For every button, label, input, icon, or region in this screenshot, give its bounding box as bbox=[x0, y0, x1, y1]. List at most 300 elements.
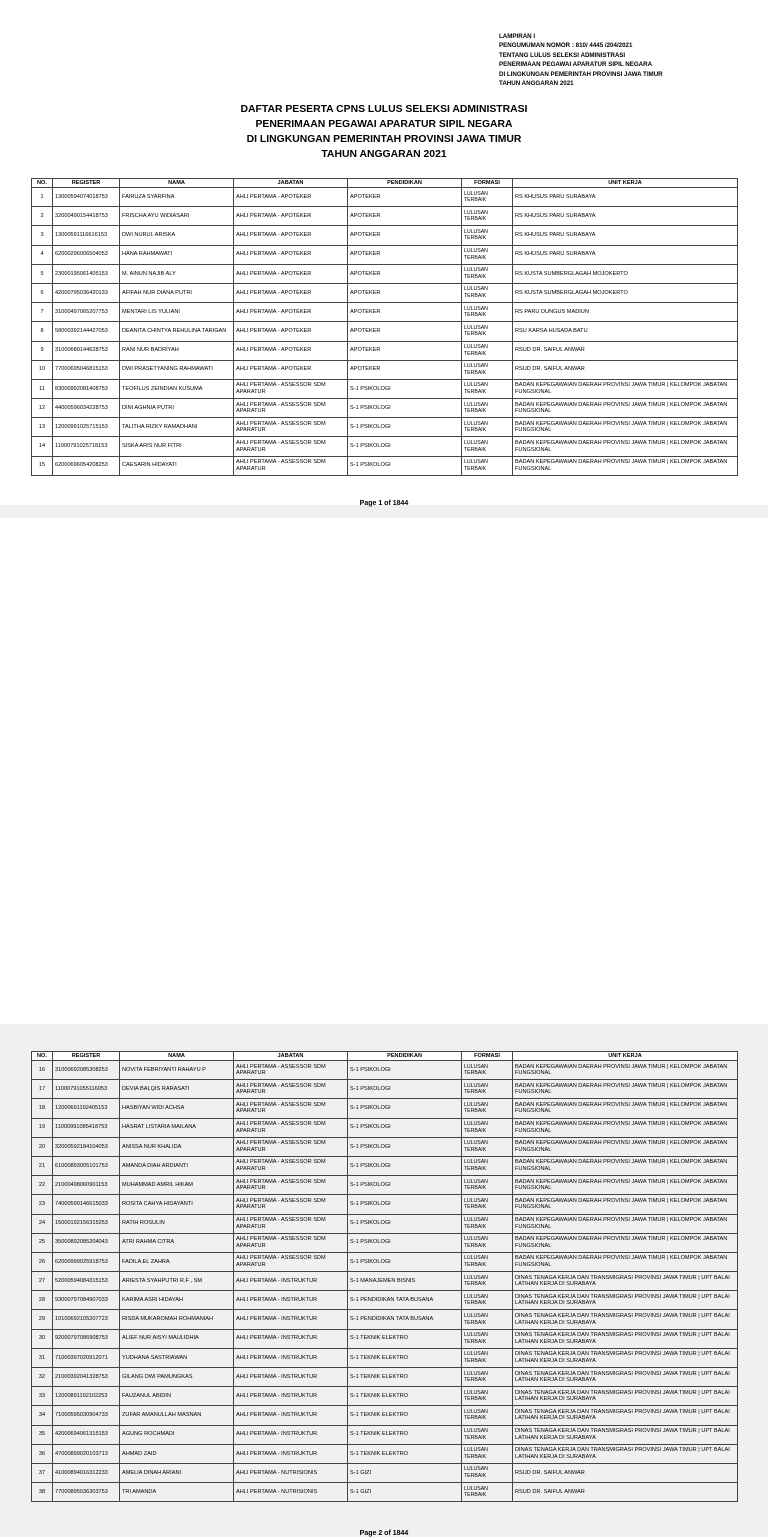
cell-formasi: LULUSAN TERBAIK bbox=[462, 1310, 513, 1329]
cell-pendidikan: S-1 TEKNIK ELEKTRO bbox=[348, 1406, 462, 1425]
table-row bbox=[32, 1387, 738, 1406]
cell-nama: TALITHA RIZKY RAMADHANI bbox=[120, 418, 234, 437]
table-row bbox=[32, 456, 738, 475]
cell-formasi: LULUSAN TERBAIK bbox=[462, 226, 513, 245]
header-line: PENGUMUMAN NOMOR : 810/ 4445 /204/2021 bbox=[499, 42, 633, 50]
cell-jabatan: AHLI PERTAMA - ASSESSOR SDM APARATUR bbox=[234, 1214, 348, 1233]
cell-formasi: LULUSAN TERBAIK bbox=[462, 1118, 513, 1137]
table-row bbox=[32, 283, 738, 302]
page-number: Page 1 of 1844 bbox=[359, 500, 409, 507]
cell-unit-kerja: DINAS TENAGA KERJA DAN TRANSMIGRASI PROVINSI JAWA TIMUR | UPT BALAI LATIHAN KERJA DI SURABAYA bbox=[513, 1329, 738, 1348]
cell-nama: FAIRUZA SYARFINA bbox=[120, 188, 234, 207]
cell-pendidikan: S-1 PSIKOLOGI bbox=[348, 1252, 462, 1271]
cell-formasi: LULUSAN TERBAIK bbox=[462, 1483, 513, 1502]
cell-register: 42000694061315153 bbox=[53, 1425, 120, 1444]
cell-formasi: LULUSAN TERBAIK bbox=[462, 456, 513, 475]
cell-pendidikan: APOTEKER bbox=[348, 283, 462, 302]
cell-formasi: LULUSAN TERBAIK bbox=[462, 283, 513, 302]
cell-unit-kerja: BADAN KEPEGAWAIAN DAERAH PROVINSI JAWA TIMUR | KELOMPOK JABATAN FUNGSIONAL bbox=[513, 1156, 738, 1175]
cell-pendidikan: APOTEKER bbox=[348, 245, 462, 264]
cell-pendidikan: S-1 PSIKOLOGI bbox=[348, 379, 462, 398]
cell-nama: TRI AMANDA bbox=[120, 1483, 234, 1502]
cell-no: 30 bbox=[32, 1329, 53, 1348]
cell-unit-kerja: RS PARU DUNGUS MADIUN bbox=[513, 303, 738, 322]
cell-pendidikan: S-1 PSIKOLOGI bbox=[348, 1176, 462, 1195]
cell-no: 19 bbox=[32, 1118, 53, 1137]
cell-formasi: LULUSAN TERBAIK bbox=[462, 1291, 513, 1310]
table-row bbox=[32, 1463, 738, 1482]
cell-unit-kerja: DINAS TENAGA KERJA DAN TRANSMIGRASI PROVINSI JAWA TIMUR | UPT BALAI LATIHAN KERJA DI SURABAYA bbox=[513, 1291, 738, 1310]
table-row bbox=[32, 1310, 738, 1329]
cell-register: 41000894016312233 bbox=[53, 1463, 120, 1482]
cell-jabatan: AHLI PERTAMA - NUTRISIONIS bbox=[234, 1463, 348, 1482]
cell-no: 17 bbox=[32, 1080, 53, 1099]
cell-pendidikan: APOTEKER bbox=[348, 207, 462, 226]
cell-no: 8 bbox=[32, 322, 53, 341]
cell-nama: NOVITA FEBRIYANTI RAHAYU P bbox=[120, 1061, 234, 1080]
cell-no: 31 bbox=[32, 1348, 53, 1367]
cell-formasi: LULUSAN TERBAIK bbox=[462, 1156, 513, 1175]
cell-jabatan: AHLI PERTAMA - ASSESSOR SDM APARATUR bbox=[234, 418, 348, 437]
cell-no: 9 bbox=[32, 341, 53, 360]
col-header-nama: NAMA bbox=[120, 179, 234, 188]
title-line: TAHUN ANGGARAN 2021 bbox=[321, 149, 447, 160]
cell-nama: HANA RAHMAWATI bbox=[120, 245, 234, 264]
cell-register: 32000592184104053 bbox=[53, 1137, 120, 1156]
cell-nama: DWI NURUL ARISKA bbox=[120, 226, 234, 245]
cell-pendidikan: APOTEKER bbox=[348, 341, 462, 360]
cell-register: 42000795036420133 bbox=[53, 283, 120, 302]
cell-jabatan: AHLI PERTAMA - APOTEKER bbox=[234, 341, 348, 360]
table-header-row bbox=[32, 1052, 738, 1061]
table-row bbox=[32, 1233, 738, 1252]
table-body bbox=[32, 188, 738, 476]
cell-nama: ANISSA NUR KHALIDA bbox=[120, 1137, 234, 1156]
cell-unit-kerja: BADAN KEPEGAWAIAN DAERAH PROVINSI JAWA TIMUR | KELOMPOK JABATAN FUNGSIONAL bbox=[513, 1195, 738, 1214]
cell-register: 11000791055116053 bbox=[53, 1080, 120, 1099]
cell-nama: KARIMA ASRI HIDAYAH bbox=[120, 1291, 234, 1310]
cell-pendidikan: S-1 PENDIDIKAN TATA BUSANA bbox=[348, 1310, 462, 1329]
cell-no: 35 bbox=[32, 1425, 53, 1444]
header-line: DI LINGKUNGAN PEMERINTAH PROVINSI JAWA TIMUR bbox=[499, 70, 663, 78]
cell-pendidikan: APOTEKER bbox=[348, 322, 462, 341]
cell-register: 44000596034228753 bbox=[53, 399, 120, 418]
cell-no: 34 bbox=[32, 1406, 53, 1425]
cell-nama: ROSITA CAHYA HIDAYANTI bbox=[120, 1195, 234, 1214]
cell-jabatan: AHLI PERTAMA - ASSESSOR SDM APARATUR bbox=[234, 1118, 348, 1137]
cell-jabatan: AHLI PERTAMA - INSTRUKTUR bbox=[234, 1368, 348, 1387]
cell-register: 35000892085204043 bbox=[53, 1233, 120, 1252]
cell-no: 13 bbox=[32, 418, 53, 437]
cell-unit-kerja: BADAN KEPEGAWAIAN DAERAH PROVINSI JAWA TIMUR | KELOMPOK JABATAN FUNGSIONAL bbox=[513, 1118, 738, 1137]
col-header-pendidikan: PENDIDIKAN bbox=[348, 1052, 462, 1061]
cell-nama: HASBIYAN WIDI ACHSA bbox=[120, 1099, 234, 1118]
cell-no: 1 bbox=[32, 188, 53, 207]
cell-jabatan: AHLI PERTAMA - ASSESSOR SDM APARATUR bbox=[234, 1195, 348, 1214]
cell-register: 32000490154418753 bbox=[53, 207, 120, 226]
document-title bbox=[0, 102, 768, 162]
cell-jabatan: AHLI PERTAMA - NUTRISIONIS bbox=[234, 1483, 348, 1502]
col-header-unit-kerja: UNIT KERJA bbox=[513, 179, 738, 188]
cell-no: 22 bbox=[32, 1176, 53, 1195]
cell-pendidikan: S-1 PSIKOLOGI bbox=[348, 437, 462, 456]
col-header-unit-kerja: UNIT KERJA bbox=[513, 1052, 738, 1061]
cell-no: 24 bbox=[32, 1214, 53, 1233]
cell-no: 32 bbox=[32, 1368, 53, 1387]
cell-unit-kerja: BADAN KEPEGAWAIAN DAERAH PROVINSI JAWA TIMUR | KELOMPOK JABATAN FUNGSIONAL bbox=[513, 1214, 738, 1233]
cell-unit-kerja: BADAN KEPEGAWAIAN DAERAH PROVINSI JAWA TIMUR | KELOMPOK JABATAN FUNGSIONAL bbox=[513, 456, 738, 475]
cell-jabatan: AHLI PERTAMA - ASSESSOR SDM APARATUR bbox=[234, 1233, 348, 1252]
cell-no: 27 bbox=[32, 1272, 53, 1291]
header-line: LAMPIRAN I bbox=[499, 33, 536, 40]
cell-no: 25 bbox=[32, 1233, 53, 1252]
cell-jabatan: AHLI PERTAMA - INSTRUKTUR bbox=[234, 1291, 348, 1310]
cell-no: 11 bbox=[32, 379, 53, 398]
cell-formasi: LULUSAN TERBAIK bbox=[462, 1329, 513, 1348]
cell-jabatan: AHLI PERTAMA - APOTEKER bbox=[234, 283, 348, 302]
cell-register: 11000991085418753 bbox=[53, 1118, 120, 1137]
table-row bbox=[32, 207, 738, 226]
table-row bbox=[32, 1118, 738, 1137]
cell-pendidikan: S-1 PSIKOLOGI bbox=[348, 1080, 462, 1099]
table-row bbox=[32, 245, 738, 264]
cell-no: 18 bbox=[32, 1099, 53, 1118]
cell-unit-kerja: RSUD DR. SAIFUL ANWAR bbox=[513, 360, 738, 379]
cell-pendidikan: S-1 PSIKOLOGI bbox=[348, 1061, 462, 1080]
cell-jabatan: AHLI PERTAMA - ASSESSOR SDM APARATUR bbox=[234, 1252, 348, 1271]
cell-formasi: LULUSAN TERBAIK bbox=[462, 1406, 513, 1425]
cell-pendidikan: S-1 TEKNIK ELEKTRO bbox=[348, 1329, 462, 1348]
cell-pendidikan: S-1 PSIKOLOGI bbox=[348, 1099, 462, 1118]
cell-no: 23 bbox=[32, 1195, 53, 1214]
cell-jabatan: AHLI PERTAMA - ASSESSOR SDM APARATUR bbox=[234, 1137, 348, 1156]
cell-jabatan: AHLI PERTAMA - INSTRUKTUR bbox=[234, 1444, 348, 1463]
cell-no: 12 bbox=[32, 399, 53, 418]
cell-jabatan: AHLI PERTAMA - INSTRUKTUR bbox=[234, 1348, 348, 1367]
cell-pendidikan: APOTEKER bbox=[348, 188, 462, 207]
cell-formasi: LULUSAN TERBAIK bbox=[462, 1463, 513, 1482]
table-row bbox=[32, 1195, 738, 1214]
cell-nama: M. AINUN NAJIB ALY bbox=[120, 264, 234, 283]
table-row bbox=[32, 399, 738, 418]
cell-unit-kerja: BADAN KEPEGAWAIAN DAERAH PROVINSI JAWA TIMUR | KELOMPOK JABATAN FUNGSIONAL bbox=[513, 399, 738, 418]
cell-nama: HASRAT LISTARIA MAILANA bbox=[120, 1118, 234, 1137]
cell-register: 12000991025715153 bbox=[53, 418, 120, 437]
cell-nama: ALIEF NUR AISYI MAULIDHIA bbox=[120, 1329, 234, 1348]
cell-no: 6 bbox=[32, 283, 53, 302]
table-row bbox=[32, 1483, 738, 1502]
col-header-register: REGISTER bbox=[53, 1052, 120, 1061]
cell-pendidikan: S-1 PSIKOLOGI bbox=[348, 1214, 462, 1233]
cell-nama: DEANITA CHINTYA REHULINA TARIGAN bbox=[120, 322, 234, 341]
table-row bbox=[32, 1061, 738, 1080]
cell-register: 61000893005101753 bbox=[53, 1156, 120, 1175]
cell-nama: YUDHANA SASTRIAWAN bbox=[120, 1348, 234, 1367]
cell-pendidikan: S-1 PSIKOLOGI bbox=[348, 1118, 462, 1137]
header-line: TAHUN ANGGARAN 2021 bbox=[499, 79, 574, 87]
cell-nama: SISKA ARIS NUR FITRI bbox=[120, 437, 234, 456]
col-header-jabatan: JABATAN bbox=[234, 1052, 348, 1061]
cell-nama: MUHAMMAD AMRIL HIKAM bbox=[120, 1176, 234, 1195]
cell-pendidikan: APOTEKER bbox=[348, 226, 462, 245]
cell-nama: RATIH ROSULIN bbox=[120, 1214, 234, 1233]
cell-no: 20 bbox=[32, 1137, 53, 1156]
cell-jabatan: AHLI PERTAMA - ASSESSOR SDM APARATUR bbox=[234, 399, 348, 418]
cell-pendidikan: S-1 TEKNIK ELEKTRO bbox=[348, 1387, 462, 1406]
table-body bbox=[32, 1061, 738, 1502]
table-row bbox=[32, 1425, 738, 1444]
cell-unit-kerja: BADAN KEPEGAWAIAN DAERAH PROVINSI JAWA TIMUR | KELOMPOK JABATAN FUNGSIONAL bbox=[513, 418, 738, 437]
col-header-no: NO. bbox=[32, 179, 53, 188]
cell-jabatan: AHLI PERTAMA - INSTRUKTUR bbox=[234, 1425, 348, 1444]
title-line: DI LINGKUNGAN PEMERINTAH PROVINSI JAWA TIMUR bbox=[246, 134, 522, 145]
table-row bbox=[32, 1291, 738, 1310]
cell-unit-kerja: BADAN KEPEGAWAIAN DAERAH PROVINSI JAWA TIMUR | KELOMPOK JABATAN FUNGSIONAL bbox=[513, 1176, 738, 1195]
table-row bbox=[32, 1444, 738, 1463]
cell-unit-kerja: RS KUSTA SUMBERGLAGAH MOJOKERTO bbox=[513, 264, 738, 283]
table-row bbox=[32, 1368, 738, 1387]
cell-formasi: LULUSAN TERBAIK bbox=[462, 399, 513, 418]
cell-pendidikan: S-1 PSIKOLOGI bbox=[348, 418, 462, 437]
table-row bbox=[32, 1348, 738, 1367]
cell-nama: AMANDA DIAH ARDIANTI bbox=[120, 1156, 234, 1175]
cell-formasi: LULUSAN TERBAIK bbox=[462, 188, 513, 207]
table-row bbox=[32, 1137, 738, 1156]
table-row bbox=[32, 341, 738, 360]
cell-register: 93000797084907033 bbox=[53, 1291, 120, 1310]
cell-formasi: LULUSAN TERBAIK bbox=[462, 207, 513, 226]
cell-register: 13000591116616153 bbox=[53, 226, 120, 245]
cell-jabatan: AHLI PERTAMA - ASSESSOR SDM APARATUR bbox=[234, 1176, 348, 1195]
cell-jabatan: AHLI PERTAMA - ASSESSOR SDM APARATUR bbox=[234, 1099, 348, 1118]
cell-register: 83000992081408753 bbox=[53, 379, 120, 398]
cell-no: 38 bbox=[32, 1483, 53, 1502]
attachment-header bbox=[499, 32, 663, 88]
cell-formasi: LULUSAN TERBAIK bbox=[462, 264, 513, 283]
cell-no: 36 bbox=[32, 1444, 53, 1463]
cell-nama: FRISCHA AYU WIDIASARI bbox=[120, 207, 234, 226]
cell-nama: DEVIA BALQIS RARASATI bbox=[120, 1080, 234, 1099]
table-row bbox=[32, 1252, 738, 1271]
cell-unit-kerja: BADAN KEPEGAWAIAN DAERAH PROVINSI JAWA TIMUR | KELOMPOK JABATAN FUNGSIONAL bbox=[513, 1099, 738, 1118]
cell-formasi: LULUSAN TERBAIK bbox=[462, 303, 513, 322]
cell-pendidikan: S-1 TEKNIK ELEKTRO bbox=[348, 1348, 462, 1367]
cell-register: 58000392144427053 bbox=[53, 322, 120, 341]
cell-formasi: LULUSAN TERBAIK bbox=[462, 1176, 513, 1195]
cell-unit-kerja: BADAN KEPEGAWAIAN DAERAH PROVINSI JAWA TIMUR | KELOMPOK JABATAN FUNGSIONAL bbox=[513, 379, 738, 398]
cell-nama: ATRI RAHMA CITRA bbox=[120, 1233, 234, 1252]
cell-formasi: LULUSAN TERBAIK bbox=[462, 1368, 513, 1387]
cell-jabatan: AHLI PERTAMA - ASSESSOR SDM APARATUR bbox=[234, 379, 348, 398]
cell-pendidikan: S-1 TEKNIK ELEKTRO bbox=[348, 1425, 462, 1444]
cell-register: 77000695046815153 bbox=[53, 360, 120, 379]
cell-jabatan: AHLI PERTAMA - ASSESSOR SDM APARATUR bbox=[234, 1061, 348, 1080]
cell-jabatan: AHLI PERTAMA - INSTRUKTUR bbox=[234, 1272, 348, 1291]
cell-no: 33 bbox=[32, 1387, 53, 1406]
cell-formasi: LULUSAN TERBAIK bbox=[462, 245, 513, 264]
cell-nama: CAESARIN HIDAYATI bbox=[120, 456, 234, 475]
cell-jabatan: AHLI PERTAMA - INSTRUKTUR bbox=[234, 1310, 348, 1329]
cell-register: 13000594074018753 bbox=[53, 188, 120, 207]
cell-register: 12000891192102253 bbox=[53, 1387, 120, 1406]
cell-register: 71000397020912071 bbox=[53, 1348, 120, 1367]
cell-register: 11000791025718153 bbox=[53, 437, 120, 456]
cell-formasi: LULUSAN TERBAIK bbox=[462, 1348, 513, 1367]
cell-nama: FADILA EL ZAHRA bbox=[120, 1252, 234, 1271]
cell-no: 16 bbox=[32, 1061, 53, 1080]
cell-formasi: LULUSAN TERBAIK bbox=[462, 1425, 513, 1444]
cell-no: 14 bbox=[32, 437, 53, 456]
cell-unit-kerja: RS KHUSUS PARU SURABAYA bbox=[513, 226, 738, 245]
cell-register: 62000999025918753 bbox=[53, 1252, 120, 1271]
cell-pendidikan: S-1 PSIKOLOGI bbox=[348, 399, 462, 418]
table-row bbox=[32, 226, 738, 245]
participants-table bbox=[31, 1051, 738, 1502]
cell-unit-kerja: BADAN KEPEGAWAIAN DAERAH PROVINSI JAWA TIMUR | KELOMPOK JABATAN FUNGSIONAL bbox=[513, 437, 738, 456]
table-row bbox=[32, 1156, 738, 1175]
cell-nama: AHMAD ZAID bbox=[120, 1444, 234, 1463]
table-row bbox=[32, 360, 738, 379]
cell-formasi: LULUSAN TERBAIK bbox=[462, 1195, 513, 1214]
cell-unit-kerja: RSUD DR. SAIFUL ANWAR bbox=[513, 1463, 738, 1482]
table-row bbox=[32, 322, 738, 341]
cell-unit-kerja: RSU KARSA HUSADA BATU bbox=[513, 322, 738, 341]
cell-register: 47000899020103713 bbox=[53, 1444, 120, 1463]
cell-unit-kerja: BADAN KEPEGAWAIAN DAERAH PROVINSI JAWA TIMUR | KELOMPOK JABATAN FUNGSIONAL bbox=[513, 1137, 738, 1156]
cell-register: 52000594084315153 bbox=[53, 1272, 120, 1291]
cell-no: 3 bbox=[32, 226, 53, 245]
cell-jabatan: AHLI PERTAMA - ASSESSOR SDM APARATUR bbox=[234, 456, 348, 475]
cell-jabatan: AHLI PERTAMA - INSTRUKTUR bbox=[234, 1329, 348, 1348]
cell-nama: ARIESTA SYAHPUTRI R.F , SM bbox=[120, 1272, 234, 1291]
cell-register: 15000192156315253 bbox=[53, 1214, 120, 1233]
page-number: Page 2 of 1844 bbox=[359, 1530, 409, 1537]
cell-nama: GILANG DWI PAMUNGKAS bbox=[120, 1368, 234, 1387]
cell-unit-kerja: DINAS TENAGA KERJA DAN TRANSMIGRASI PROVINSI JAWA TIMUR | UPT BALAI LATIHAN KERJA DI SURABAYA bbox=[513, 1368, 738, 1387]
cell-pendidikan: APOTEKER bbox=[348, 303, 462, 322]
table-row bbox=[32, 1176, 738, 1195]
cell-pendidikan: S-1 PSIKOLOGI bbox=[348, 456, 462, 475]
cell-nama: AGUNG ROCHMADI bbox=[120, 1425, 234, 1444]
cell-unit-kerja: DINAS TENAGA KERJA DAN TRANSMIGRASI PROVINSI JAWA TIMUR | UPT BALAI LATIHAN KERJA DI SURABAYA bbox=[513, 1348, 738, 1367]
cell-unit-kerja: BADAN KEPEGAWAIAN DAERAH PROVINSI JAWA TIMUR | KELOMPOK JABATAN FUNGSIONAL bbox=[513, 1233, 738, 1252]
cell-register: 74000590146615033 bbox=[53, 1195, 120, 1214]
cell-formasi: LULUSAN TERBAIK bbox=[462, 1080, 513, 1099]
cell-jabatan: AHLI PERTAMA - APOTEKER bbox=[234, 303, 348, 322]
cell-pendidikan: S-1 GIZI bbox=[348, 1483, 462, 1502]
cell-jabatan: AHLI PERTAMA - INSTRUKTUR bbox=[234, 1406, 348, 1425]
cell-nama: MENTARI LIS YULIANI bbox=[120, 303, 234, 322]
cell-nama: DWI PRASETYANING RAHMAWATI bbox=[120, 360, 234, 379]
cell-formasi: LULUSAN TERBAIK bbox=[462, 1214, 513, 1233]
cell-register: 12000691192405153 bbox=[53, 1099, 120, 1118]
cell-register: 62000296006504053 bbox=[53, 245, 120, 264]
cell-register: 31000692085308253 bbox=[53, 1061, 120, 1080]
title-line: PENERIMAAN PEGAWAI APARATUR SIPIL NEGARA bbox=[255, 119, 513, 130]
cell-no: 15 bbox=[32, 456, 53, 475]
cell-formasi: LULUSAN TERBAIK bbox=[462, 1061, 513, 1080]
cell-formasi: LULUSAN TERBAIK bbox=[462, 1444, 513, 1463]
table-row bbox=[32, 1329, 738, 1348]
table-header-row bbox=[32, 179, 738, 188]
cell-jabatan: AHLI PERTAMA - APOTEKER bbox=[234, 226, 348, 245]
cell-pendidikan: APOTEKER bbox=[348, 264, 462, 283]
document-page-1 bbox=[0, 0, 768, 505]
cell-jabatan: AHLI PERTAMA - APOTEKER bbox=[234, 207, 348, 226]
cell-formasi: LULUSAN TERBAIK bbox=[462, 341, 513, 360]
table-row bbox=[32, 1214, 738, 1233]
cell-no: 21 bbox=[32, 1156, 53, 1175]
cell-pendidikan: S-1 PSIKOLOGI bbox=[348, 1233, 462, 1252]
cell-formasi: LULUSAN TERBAIK bbox=[462, 1099, 513, 1118]
col-header-no: NO. bbox=[32, 1052, 53, 1061]
cell-unit-kerja: DINAS TENAGA KERJA DAN TRANSMIGRASI PROVINSI JAWA TIMUR | UPT BALAI LATIHAN KERJA DI SURABAYA bbox=[513, 1387, 738, 1406]
participants-table bbox=[31, 178, 738, 476]
cell-jabatan: AHLI PERTAMA - ASSESSOR SDM APARATUR bbox=[234, 437, 348, 456]
cell-jabatan: AHLI PERTAMA - APOTEKER bbox=[234, 188, 348, 207]
cell-unit-kerja: DINAS TENAGA KERJA DAN TRANSMIGRASI PROVINSI JAWA TIMUR | UPT BALAI LATIHAN KERJA DI SURABAYA bbox=[513, 1444, 738, 1463]
cell-pendidikan: S-1 TEKNIK ELEKTRO bbox=[348, 1368, 462, 1387]
cell-register: 62000696054208253 bbox=[53, 456, 120, 475]
col-header-formasi: FORMASI bbox=[462, 179, 513, 188]
cell-pendidikan: S-1 GIZI bbox=[348, 1463, 462, 1482]
cell-register: 23000195061405153 bbox=[53, 264, 120, 283]
cell-no: 26 bbox=[32, 1252, 53, 1271]
cell-pendidikan: S-1 PSIKOLOGI bbox=[348, 1137, 462, 1156]
header-line: PENERIMAAN PEGAWAI APARATUR SIPIL NEGARA bbox=[499, 61, 653, 69]
cell-register: 71000595030904733 bbox=[53, 1406, 120, 1425]
cell-unit-kerja: BADAN KEPEGAWAIAN DAERAH PROVINSI JAWA TIMUR | KELOMPOK JABATAN FUNGSIONAL bbox=[513, 1252, 738, 1271]
cell-no: 2 bbox=[32, 207, 53, 226]
cell-unit-kerja: RS KHUSUS PARU SURABAYA bbox=[513, 245, 738, 264]
table-row bbox=[32, 1080, 738, 1099]
cell-unit-kerja: RS KHUSUS PARU SURABAYA bbox=[513, 188, 738, 207]
cell-no: 5 bbox=[32, 264, 53, 283]
cell-nama: RISDA MUKAROMAH ROHMANIAH bbox=[120, 1310, 234, 1329]
cell-unit-kerja: RS KUSTA SUMBERGLAGAH MOJOKERTO bbox=[513, 283, 738, 302]
cell-formasi: LULUSAN TERBAIK bbox=[462, 360, 513, 379]
cell-register: 77000895036303753 bbox=[53, 1483, 120, 1502]
cell-formasi: LULUSAN TERBAIK bbox=[462, 1137, 513, 1156]
cell-register: 21000392041328753 bbox=[53, 1368, 120, 1387]
table-row bbox=[32, 264, 738, 283]
title-line: DAFTAR PESERTA CPNS LULUS SELEKSI ADMINISTRASI bbox=[240, 104, 528, 115]
cell-unit-kerja: DINAS TENAGA KERJA DAN TRANSMIGRASI PROVINSI JAWA TIMUR | UPT BALAI LATIHAN KERJA DI SURABAYA bbox=[513, 1310, 738, 1329]
cell-no: 4 bbox=[32, 245, 53, 264]
cell-jabatan: AHLI PERTAMA - APOTEKER bbox=[234, 322, 348, 341]
col-header-formasi: FORMASI bbox=[462, 1052, 513, 1061]
cell-formasi: LULUSAN TERBAIK bbox=[462, 437, 513, 456]
cell-no: 7 bbox=[32, 303, 53, 322]
table-row bbox=[32, 1406, 738, 1425]
cell-nama: FAUZANUL ABIDIN bbox=[120, 1387, 234, 1406]
cell-no: 28 bbox=[32, 1291, 53, 1310]
table-row bbox=[32, 1272, 738, 1291]
cell-unit-kerja: DINAS TENAGA KERJA DAN TRANSMIGRASI PROVINSI JAWA TIMUR | UPT BALAI LATIHAN KERJA DI SURABAYA bbox=[513, 1406, 738, 1425]
cell-no: 10 bbox=[32, 360, 53, 379]
table-row bbox=[32, 188, 738, 207]
cell-nama: ZUFAR AMANULLAH MASNAN bbox=[120, 1406, 234, 1425]
col-header-nama: NAMA bbox=[120, 1052, 234, 1061]
cell-jabatan: AHLI PERTAMA - ASSESSOR SDM APARATUR bbox=[234, 1156, 348, 1175]
cell-pendidikan: S-1 MANAJEMEN BISNIS bbox=[348, 1272, 462, 1291]
col-header-register: REGISTER bbox=[53, 179, 120, 188]
cell-nama: DINI AGHNIA PUTRI bbox=[120, 399, 234, 418]
cell-formasi: LULUSAN TERBAIK bbox=[462, 322, 513, 341]
header-line: TENTANG LULUS SELEKSI ADMINISTRASI bbox=[499, 51, 626, 59]
cell-no: 29 bbox=[32, 1310, 53, 1329]
cell-formasi: LULUSAN TERBAIK bbox=[462, 379, 513, 398]
